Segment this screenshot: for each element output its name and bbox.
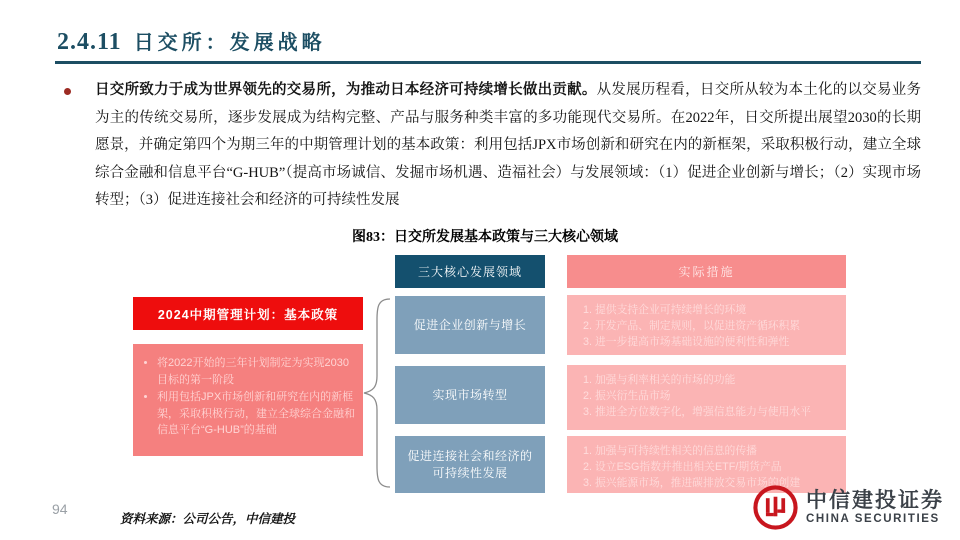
page-number: 94: [52, 501, 68, 517]
core-area-2: 实现市场转型: [395, 366, 545, 424]
policy-bullet: • 将2022开始的三年计划制定为实现2030目标的第一阶段: [157, 355, 355, 388]
measure-item: 2. 开发产品、制定规则，以促进资产循环积累: [595, 319, 840, 335]
section-number: 2.4.11: [57, 29, 122, 55]
logo-name-cn: 中信建投证券: [806, 489, 944, 512]
measure-item: 1. 加强与利率相关的市场的功能: [595, 373, 840, 389]
measure-item: 1. 加强与可持续性相关的信息的传播: [595, 444, 840, 460]
measure-item: 2. 设立ESG指数并推出相关ETF/期货产品: [595, 460, 840, 476]
paragraph-lead: 日交所致力于成为世界领先的交易所，为推动日本经济可持续增长做出贡献。: [95, 82, 597, 98]
measures-box-1: [567, 295, 846, 355]
title-divider: [55, 61, 921, 64]
policy-title-box: 2024中期管理计划：基本政策: [133, 297, 363, 330]
source-note: 资料来源：公司公告，中信建投: [120, 512, 296, 526]
logo-text: [806, 489, 944, 526]
paragraph-body: 从发展历程看，日交所从较为本土化的以交易业务为主的传统交易所，逐步发展成为结构完整、产品与服务种类丰富的多功能现代交易所。在2022年，日交所提出展望2030的长期愿景，并确定第四个为期三年的中期管理计划的基本政策：利用包括JPX市场创新和研究在内的新框架，采取积极行动，建立全球综合金融和信息平台“G-HUB”（提高市场诚信、发掘市场机遇、造福社会）与发展领域：（1）促进企业创新与增长；（2）实现市场转型；（3）促进连接社会和经济的可持续性发展: [95, 82, 922, 209]
measure-item: 1. 提供支持企业可持续增长的环境: [595, 303, 840, 319]
page-title: [57, 26, 326, 56]
measure-item: 2. 振兴衍生品市场: [595, 389, 840, 405]
measure-item: 3. 振兴能源市场，推进碳排放交易市场的创建: [595, 476, 840, 492]
core-area-1: 促进企业创新与增长: [395, 296, 545, 354]
brace-connector-icon: [358, 296, 396, 490]
citic-logo-icon: [752, 484, 799, 531]
figure-caption: 图83：日交所发展基本政策与三大核心领域: [352, 230, 618, 245]
logo-name-en: CHINA SECURITIES: [806, 513, 940, 525]
header-core-areas: 三大核心发展领域: [395, 255, 545, 288]
core-area-3: 促进连接社会和经济的可持续性发展: [395, 436, 545, 493]
title-text: 日交所：发展战略: [133, 32, 326, 54]
measure-item: 3. 进一步提高市场基础设施的便利性和弹性: [595, 335, 840, 351]
measure-item: 3. 推进全方位数字化，增强信息能力与使用水平: [595, 405, 840, 421]
policy-detail-box: [133, 344, 363, 456]
policy-bullet: • 利用包括JPX市场创新和研究在内的新框架，采取积极行动，建立全球综合金融和信息平台“G-HUB”的基础: [157, 389, 355, 439]
measures-box-2: [567, 365, 846, 430]
brand-logo: [752, 484, 944, 531]
body-paragraph: [95, 77, 921, 215]
bullet-icon: [64, 88, 71, 95]
header-measures: 实际措施: [567, 255, 846, 288]
